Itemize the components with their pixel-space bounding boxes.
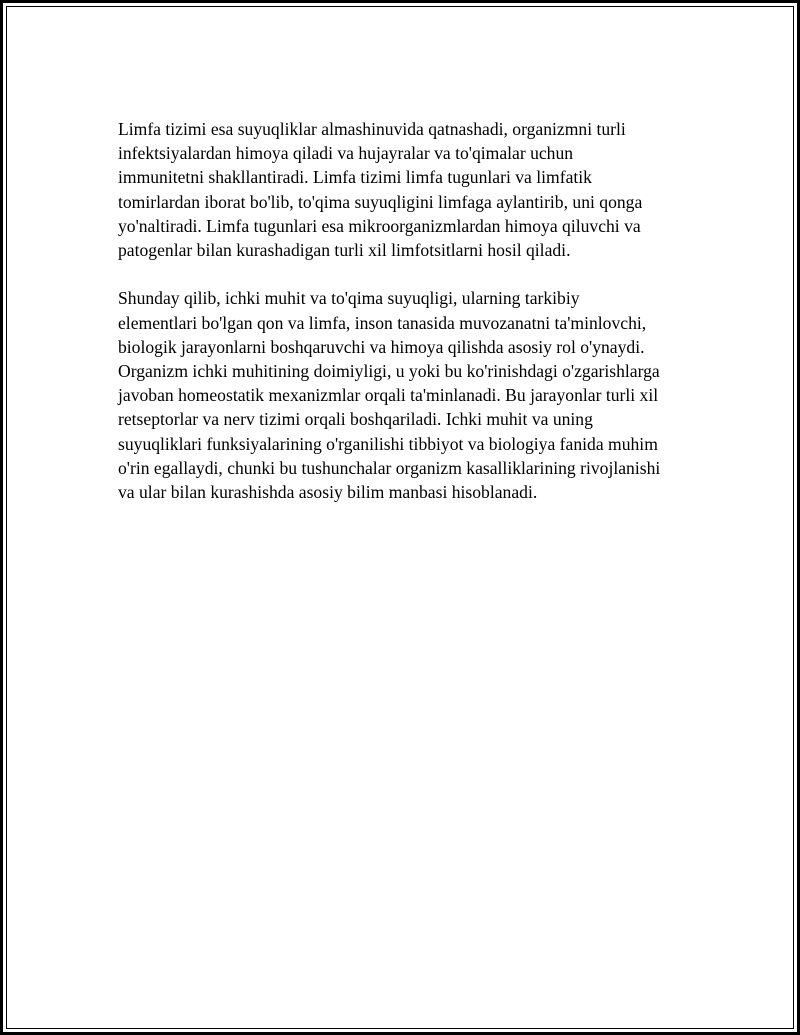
text-line: Shunday qilib, ichki muhit va to'qima suyuqligi, ularning tarkibiy xyxy=(118,288,580,309)
text-line: Limfa tizimi esa suyuqliklar almashinuvida qatnashadi, organizmni turli xyxy=(118,119,626,139)
paragraph-shunday-qilib xyxy=(118,286,698,504)
text-line: patogenlar bilan kurashadigan turli xil limfotsitlarni hosil qiladi. xyxy=(118,240,571,261)
text-line: yo'naltiradi. Limfa tugunlari esa mikroorganizmlardan himoya qiluvchi va xyxy=(118,215,641,236)
text-line: suyuqliklari funksiyalarining o'rganilishi tibbiyot va biologiya fanida muhim xyxy=(118,433,658,454)
text-line: elementlari bo'lgan qon va limfa, inson tanasida muvozanatni ta'minlovchi, xyxy=(118,312,647,333)
text-line: o'rin egallaydi, chunki bu tushunchalar organizm kasalliklarining rivojlanishi xyxy=(118,457,661,478)
text-line: Organizm ichki muhitining doimiyligi, u yoki bu ko'rinishdagi o'zgarishlarga xyxy=(118,361,660,382)
paragraph-limfa-tizimi xyxy=(118,117,698,262)
text-line: immunitetni shakllantiradi. Limfa tizimi limfa tugunlari va limfatik xyxy=(118,167,592,188)
text-line: retseptorlar va nerv tizimi orqali boshqariladi. Ichki muhit va uning xyxy=(118,409,593,430)
text-line: tomirlardan iborat bo'lib, to'qima suyuqligini limfaga aylantirib, uni qonga xyxy=(118,191,643,212)
text-line: biologik jarayonlarni boshqaruvchi va himoya qilishda asosiy rol o'ynaydi. xyxy=(118,336,645,357)
text-line: infektsiyalardan himoya qiladi va hujayralar va to'qimalar uchun xyxy=(118,143,574,164)
text-line: va ular bilan kurashishda asosiy bilim manbasi hisoblanadi. xyxy=(118,482,538,503)
text-line: javoban homeostatik mexanizmlar orqali ta'minlanadi. Bu jarayonlar turli xil xyxy=(118,385,659,406)
document-body xyxy=(118,117,698,504)
